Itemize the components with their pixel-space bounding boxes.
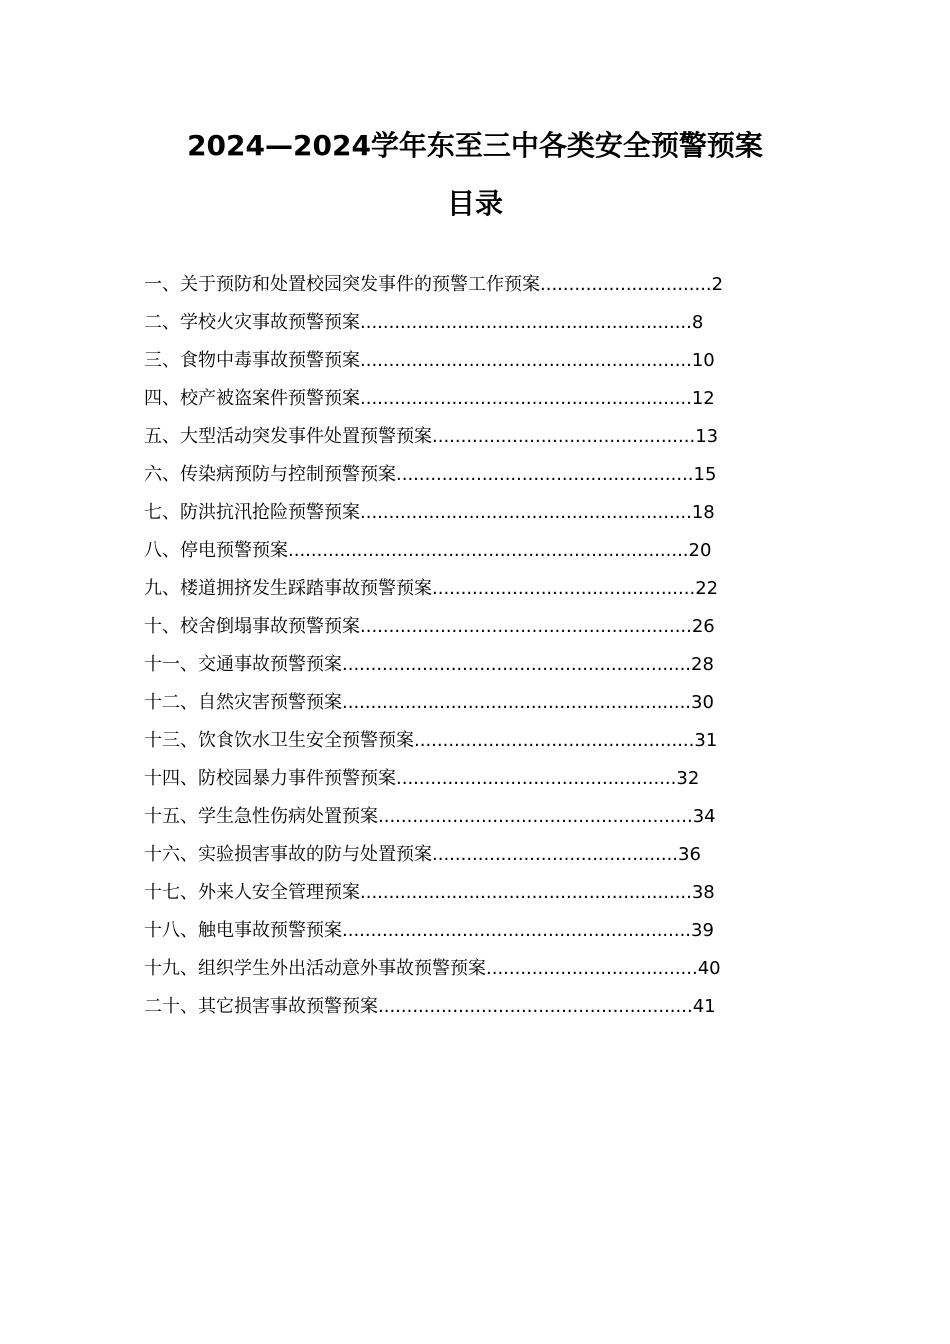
toc-leader: .............................................. [432, 578, 696, 599]
toc-page-number: 22 [695, 578, 719, 599]
toc-page-number: 2 [711, 274, 724, 295]
toc-leader: .......................................................... [360, 388, 692, 409]
toc-item-label: 四、校产被盗案件预警预案 [144, 388, 360, 409]
toc-heading: 目录 [446, 187, 503, 220]
toc-page-number: 41 [692, 996, 716, 1017]
toc-leader: ....................................................... [378, 996, 693, 1017]
toc-leader: ..................................... [486, 958, 698, 979]
toc-page-number: 10 [691, 350, 715, 371]
toc-item-label: 十六、实验损害事故的防与处置预案 [144, 844, 432, 865]
toc-page-number: 40 [697, 958, 721, 979]
toc-item-9[interactable] [144, 576, 784, 614]
toc-item-label: 六、传染病预防与控制预警预案 [144, 464, 396, 485]
toc-leader: .......................................................... [360, 502, 692, 523]
toc-page-number: 38 [691, 882, 715, 903]
toc-leader: ............................................................. [342, 692, 692, 713]
toc-item-15[interactable] [144, 804, 784, 842]
toc-leader: .......................................................... [360, 882, 692, 903]
toc-item-label: 七、防洪抗汛抢险预警预案 [144, 502, 360, 523]
toc-item-11[interactable] [144, 652, 784, 690]
toc-item-label: 十四、防校园暴力事件预警预案 [144, 768, 396, 789]
toc-page-number: 18 [691, 502, 715, 523]
toc-item-6[interactable] [144, 462, 784, 500]
toc-page-number: 30 [691, 692, 714, 713]
toc-leader: .......................................................... [360, 312, 692, 333]
toc-item-label: 十三、饮食饮水卫生安全预警预案 [144, 730, 414, 751]
toc-leader: ....................................................... [378, 806, 693, 827]
toc-leader: .............................................. [432, 426, 696, 447]
toc-item-4[interactable] [144, 386, 784, 424]
toc-item-18[interactable] [144, 918, 784, 956]
toc-item-label: 一、关于预防和处置校园突发事件的预警工作预案 [144, 274, 540, 295]
toc-leader: .......................................................... [360, 616, 692, 637]
toc-leader: ............................................................. [342, 654, 692, 675]
toc-item-label: 二十、其它损害事故预警预案 [144, 996, 378, 1017]
toc-leader: .............................. [540, 274, 712, 295]
toc-item-3[interactable] [144, 348, 784, 386]
document-title: 2024—2024学年东至三中各类安全预警预案 [187, 129, 763, 162]
toc-page-number: 32 [676, 768, 700, 789]
toc-leader: .......................................................... [360, 350, 692, 371]
toc-page-number: 36 [678, 844, 701, 865]
toc-leader: ........................................... [432, 844, 679, 865]
toc-item-label: 十七、外来人安全管理预案 [144, 882, 360, 903]
toc-page-number: 15 [693, 464, 717, 485]
toc-item-13[interactable] [144, 728, 784, 766]
toc-item-2[interactable] [144, 310, 784, 348]
toc-item-1[interactable] [144, 272, 784, 310]
toc-page-number: 39 [691, 920, 714, 941]
toc-item-12[interactable] [144, 690, 784, 728]
toc-item-5[interactable] [144, 424, 784, 462]
toc-item-17[interactable] [144, 880, 784, 918]
toc-item-label: 十二、自然灾害预警预案 [144, 692, 342, 713]
toc-item-label: 二、学校火灾事故预警预案 [144, 312, 360, 333]
toc-item-label: 十九、组织学生外出活动意外事故预警预案 [144, 958, 486, 979]
toc-leader: ................................................. [414, 730, 695, 751]
toc-item-label: 三、食物中毒事故预警预案 [144, 350, 360, 371]
toc-page-number: 20 [688, 540, 712, 561]
toc-item-label: 十一、交通事故预警预案 [144, 654, 342, 675]
toc-item-label: 五、大型活动突发事件处置预警预案 [144, 426, 432, 447]
table-of-contents [144, 272, 784, 1032]
toc-page-number: 26 [691, 616, 715, 637]
toc-page-number: 13 [695, 426, 719, 447]
toc-item-label: 十八、触电事故预警预案 [144, 920, 342, 941]
toc-leader: .................................................... [396, 464, 694, 485]
toc-leader: ................................................. [396, 768, 677, 789]
toc-item-label: 九、楼道拥挤发生踩踏事故预警预案 [144, 578, 432, 599]
toc-item-label: 八、停电预警预案 [144, 540, 288, 561]
toc-item-19[interactable] [144, 956, 784, 994]
toc-item-label: 十、校舍倒塌事故预警预案 [144, 616, 360, 637]
toc-page-number: 28 [691, 654, 714, 675]
toc-item-label: 十五、学生急性伤病处置预案 [144, 806, 378, 827]
toc-item-16[interactable] [144, 842, 784, 880]
toc-item-14[interactable] [144, 766, 784, 804]
toc-item-8[interactable] [144, 538, 784, 576]
toc-item-20[interactable] [144, 994, 784, 1032]
toc-leader: ............................................................. [342, 920, 692, 941]
toc-leader: ...................................................................... [288, 540, 689, 561]
toc-page-number: 12 [691, 388, 715, 409]
toc-page-number: 8 [691, 312, 704, 333]
toc-page-number: 31 [694, 730, 718, 751]
toc-item-7[interactable] [144, 500, 784, 538]
toc-item-10[interactable] [144, 614, 784, 652]
toc-page-number: 34 [692, 806, 716, 827]
